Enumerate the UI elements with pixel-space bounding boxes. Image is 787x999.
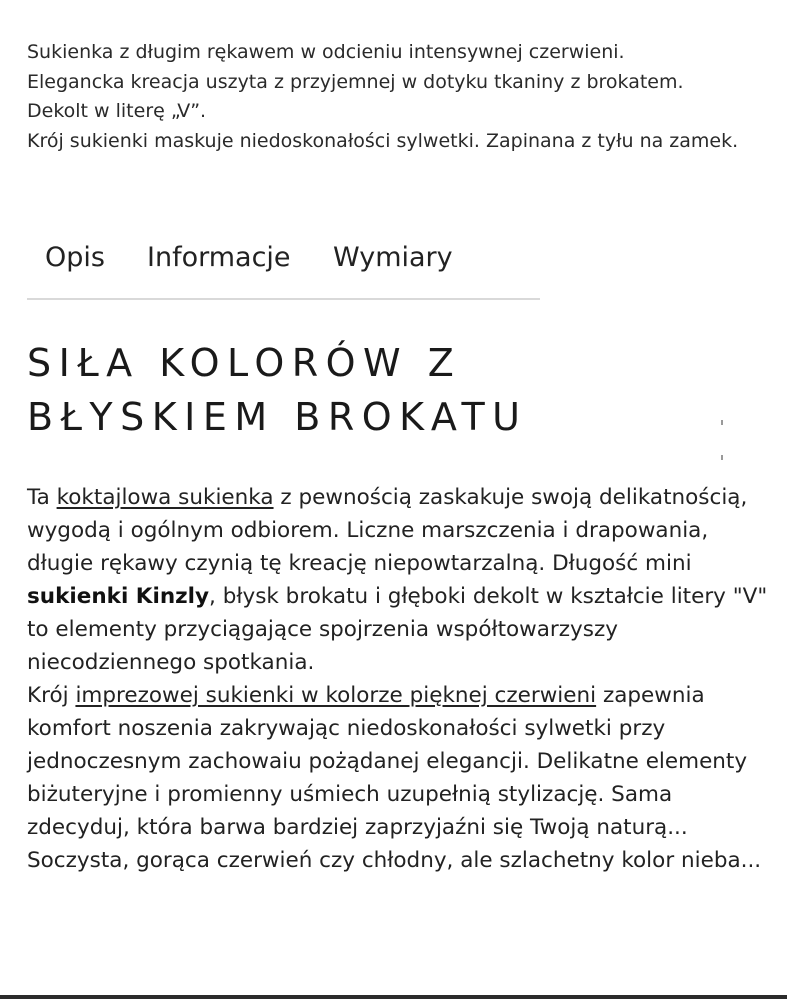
tab-opis[interactable]: Opis [45,242,105,273]
edge-mark [721,420,723,425]
tab-informacje[interactable]: Informacje [147,242,291,273]
heading-line-1: SIŁA KOLORÓW Z [27,341,462,385]
heading-line-2: BŁYSKIEM BROKATU [27,395,528,439]
description-paragraph-1 [27,481,772,679]
text-span: Krój [27,683,76,708]
product-tabs [27,236,540,300]
intro-line: Krój sukienki maskuje niedoskonałości sylwetki. Zapinana z tyłu na zamek. [27,129,739,152]
text-span: z pewnością zaskakuje swoją delikatnością, wygodą i ogólnym odbiorem. Liczne marszczenia i drapowania, długie rękawy czynią tę kreację niepowtarzalną. Długość mini [27,485,748,576]
edge-mark [721,455,723,460]
bold-sukienki-kinzly: sukienki Kinzly [27,584,210,609]
product-intro [27,38,767,156]
tab-wymiary[interactable]: Wymiary [333,242,453,273]
bottom-edge-bar [0,995,787,999]
intro-line: Sukienka z długim rękawem w odcieniu intensywnej czerwieni. [27,41,625,63]
text-span: , błysk brokatu i głęboki dekolt w kształcie litery "V" to elementy przyciągające spojrzenia współtowarzyszy niecodziennego spotkania. [27,584,768,675]
link-koktajlowa-sukienka[interactable]: koktajlowa sukienka [56,485,274,510]
intro-line: Elegancka kreacja uszyta z przyjemnej w dotyku tkaniny z brokatem. [27,70,684,93]
intro-line: Dekolt w literę „V”. [27,100,207,122]
section-heading [27,336,527,444]
link-imprezowa-sukienka[interactable]: imprezowej sukienki w kolorze pięknej czerwieni [75,683,597,708]
product-description [27,481,772,877]
description-paragraph-2 [27,679,772,877]
text-span: zapewnia komfort noszenia zakrywając niedoskonałości sylwetki przy jednoczesnym zachowaiu pożądanej elegancji. Delikatne elementy biżuteryjne i promienny uśmiech uzupełnią stylizację. Sama zdecyduj, która barwa bardziej zaprzyjaźni się Twoją naturą... Soczysta, gorąca czerwień czy chłodny, ale szlachetny kolor nieba... [27,683,762,873]
text-span: Ta [27,485,57,510]
